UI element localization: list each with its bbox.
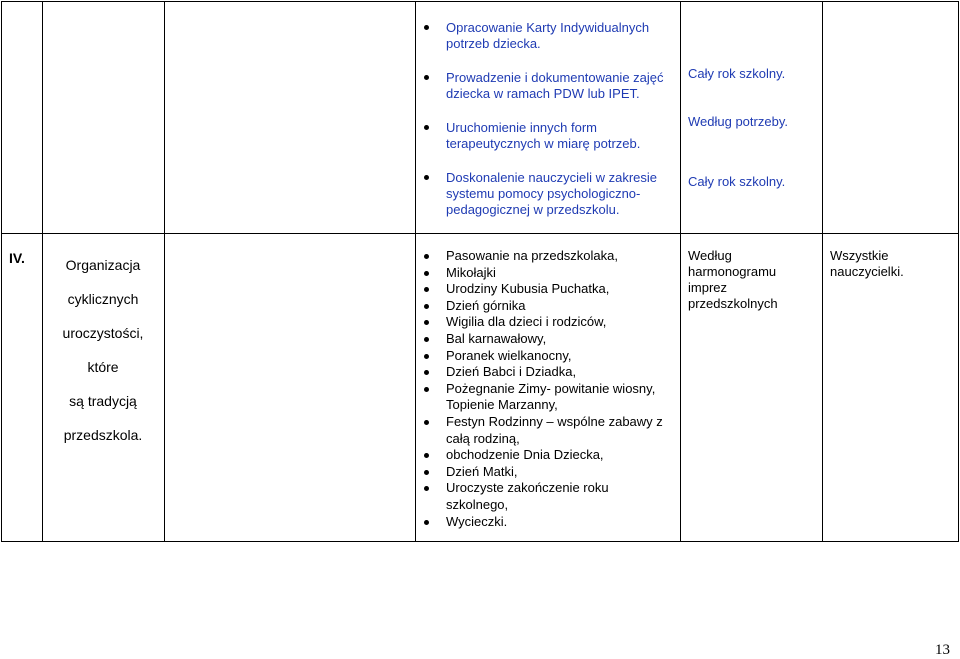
list-item-line: Dzień Babci i Dziadka, — [446, 364, 577, 380]
term-line: Według — [688, 248, 732, 263]
list-item-line: Dzień Matki, — [446, 463, 518, 479]
list-item — [417, 120, 679, 152]
page-number: 13 — [935, 642, 950, 658]
bullet-icon — [424, 486, 429, 491]
list-item-line: szkolnego, — [446, 496, 509, 512]
list-item-line: Bal karnawałowy, — [446, 330, 547, 346]
bullet-icon — [424, 175, 429, 180]
list-item — [417, 331, 679, 348]
column-border — [164, 1, 165, 542]
table-top-border — [1, 1, 959, 2]
list-item-line: Pasowanie na przedszkolaka, — [446, 248, 618, 263]
bullet-icon — [424, 271, 429, 276]
list-item-line: Doskonalenie nauczycieli w zakresie — [446, 170, 657, 185]
list-item-line: Prowadzenie i dokumentowanie zajęć — [446, 70, 664, 85]
column-border — [822, 1, 823, 542]
top-activities-list — [417, 20, 679, 218]
term-line: harmonogramu — [688, 264, 777, 279]
list-item-line: Dzień górnika — [446, 297, 526, 313]
bullet-icon — [424, 337, 429, 342]
term-text: Cały rok szkolny. — [688, 66, 786, 81]
bullet-icon — [424, 470, 429, 475]
list-item — [417, 480, 679, 513]
bullet-icon — [424, 75, 429, 80]
list-item — [417, 364, 679, 381]
task-line: są tradycją — [69, 393, 137, 409]
column-border — [415, 1, 416, 542]
list-item-line: Urodziny Kubusia Puchatka, — [446, 281, 610, 297]
list-item — [417, 70, 679, 102]
term-text: Według potrzeby. — [688, 114, 788, 129]
term-cell — [688, 248, 778, 312]
list-item-line: potrzeb dziecka. — [446, 36, 541, 51]
list-item — [417, 281, 679, 298]
table-bottom-border — [1, 541, 959, 542]
list-item — [417, 464, 679, 481]
list-item — [417, 414, 679, 447]
list-item-line: terapeutycznych w miarę potrzeb. — [446, 136, 641, 151]
bullet-icon — [424, 287, 429, 292]
list-item-line: Wigilia dla dzieci i rodziców, — [446, 314, 607, 330]
column-border — [958, 1, 959, 542]
list-item-line: pedagogicznej w przedszkolu. — [446, 202, 620, 217]
term-text: Cały rok szkolny. — [688, 174, 786, 189]
task-line: przedszkola. — [63, 427, 143, 443]
term-line: imprez — [688, 280, 728, 295]
responsible-line: Wszystkie — [830, 248, 889, 263]
list-item-line: Pożegnanie Zimy- powitanie wiosny, — [446, 380, 656, 396]
list-item — [417, 514, 679, 531]
responsible-cell — [830, 248, 904, 280]
bullet-icon — [424, 520, 429, 525]
bullet-icon — [424, 370, 429, 375]
bullet-icon — [424, 254, 429, 259]
column-border — [1, 1, 2, 542]
list-item — [417, 248, 679, 265]
list-item-line: Mikołajki — [446, 264, 496, 280]
list-item-line: Uroczyste zakończenie roku — [446, 480, 609, 496]
list-item — [417, 170, 679, 218]
bullet-icon — [424, 387, 429, 392]
task-line: Organizacja — [65, 257, 141, 273]
bullet-icon — [424, 125, 429, 130]
list-item — [417, 348, 679, 365]
bullet-icon — [424, 25, 429, 30]
list-item — [417, 447, 679, 464]
task-description — [42, 248, 164, 452]
bullet-icon — [424, 453, 429, 458]
list-item — [417, 265, 679, 282]
row-number: IV. — [9, 250, 25, 266]
bullet-icon — [424, 304, 429, 309]
bullet-icon — [424, 420, 429, 425]
bullet-icon — [424, 354, 429, 359]
row-divider — [1, 233, 959, 234]
list-item-line: dziecka w ramach PDW lub IPET. — [446, 86, 640, 101]
task-line: które — [87, 359, 119, 375]
list-item — [417, 381, 679, 414]
list-item-line: Topienie Marzanny, — [446, 397, 558, 413]
list-item-line: Uruchomienie innych form — [446, 120, 598, 135]
list-item-line: całą rodziną, — [446, 430, 520, 446]
task-line: uroczystości, — [62, 325, 144, 341]
list-item-line: systemu pomocy psychologiczno- — [446, 186, 641, 201]
term-line: przedszkolnych — [688, 296, 778, 311]
events-list — [417, 248, 679, 530]
bullet-icon — [424, 320, 429, 325]
list-item-line: obchodzenie Dnia Dziecka, — [446, 447, 604, 463]
list-item-line: Wycieczki. — [446, 513, 508, 529]
responsible-line: nauczycielki. — [830, 264, 904, 279]
list-item-line: Opracowanie Karty Indywidualnych — [446, 20, 650, 35]
list-item — [417, 298, 679, 315]
list-item — [417, 20, 679, 52]
list-item-line: Poranek wielkanocny, — [446, 347, 572, 363]
list-item-line: Festyn Rodzinny – wspólne zabawy z — [446, 413, 663, 429]
list-item — [417, 314, 679, 331]
task-line: cyklicznych — [67, 291, 139, 307]
column-border — [680, 1, 681, 542]
